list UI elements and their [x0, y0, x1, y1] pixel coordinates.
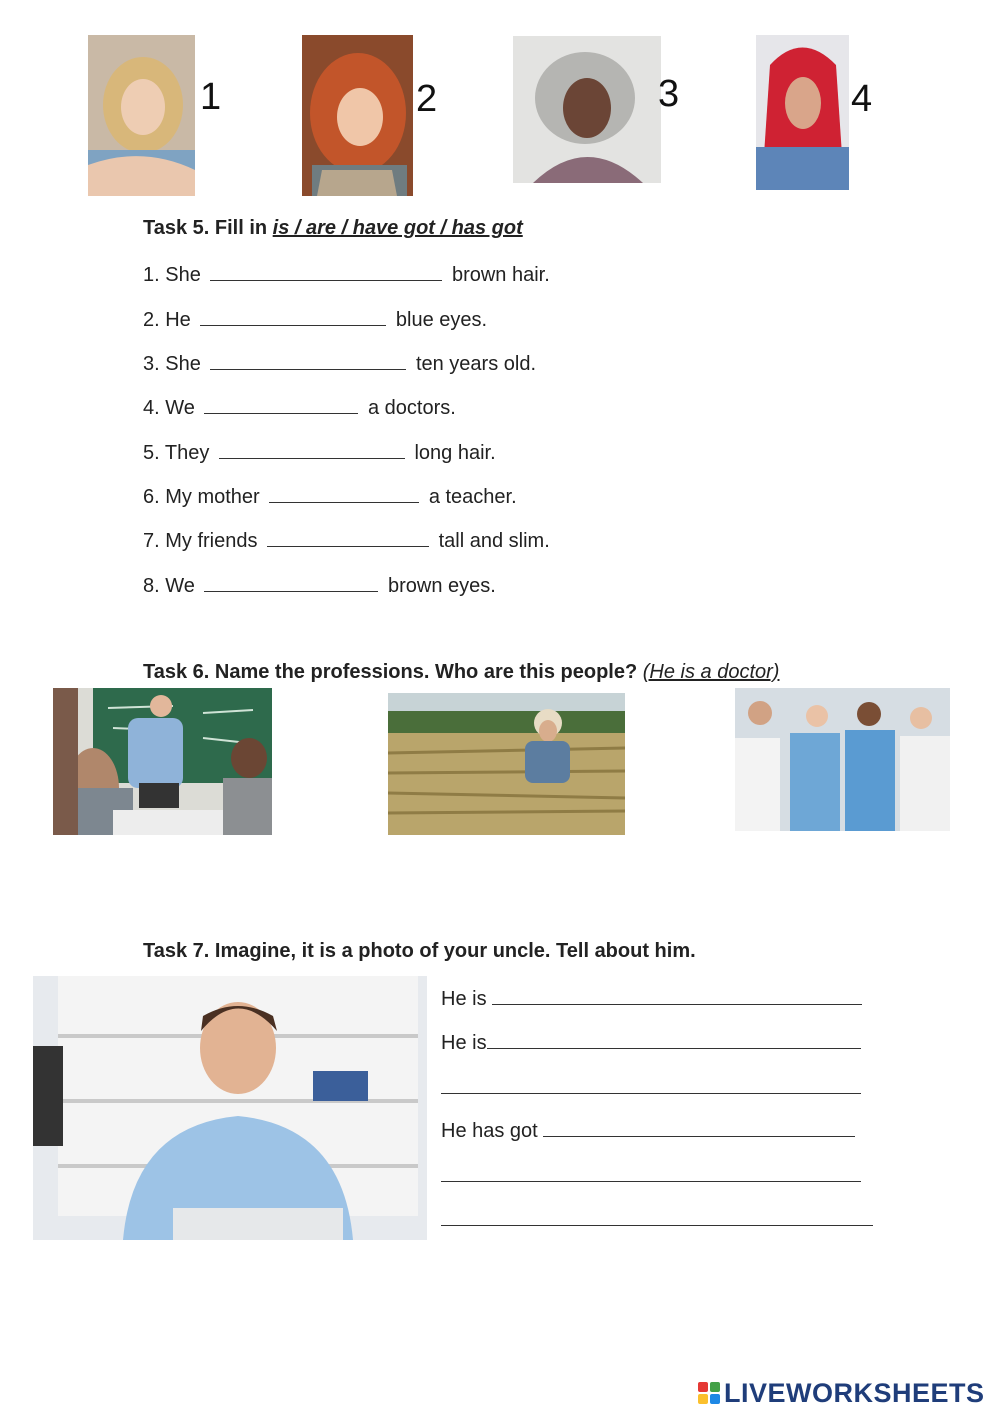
task5-item-text: brown eyes. [382, 575, 496, 597]
doctors-photo [735, 688, 950, 831]
task7-line-text: He is [441, 988, 493, 1010]
logo-square [710, 1382, 720, 1392]
answer-blank[interactable] [210, 351, 406, 370]
farmer-photo [388, 693, 625, 835]
task7-line-text: He has got [441, 1120, 544, 1142]
task5-item-text: 8. We [143, 575, 201, 597]
task7-line-text: He is [441, 1032, 487, 1054]
task5-item-text: 7. My friends [143, 530, 264, 552]
task6-title [143, 661, 779, 684]
task5-item-3 [143, 351, 536, 376]
task5-item-6 [143, 484, 517, 509]
logo-square [698, 1394, 708, 1404]
task5-item-5 [143, 440, 496, 465]
task7-line-6 [441, 1207, 873, 1232]
answer-blank[interactable] [204, 395, 358, 414]
answer-blank[interactable] [269, 484, 419, 503]
task5-item-text: 4. We [143, 397, 201, 419]
portrait-number-4: 4 [851, 78, 873, 120]
task5-item-text: 1. She [143, 264, 207, 286]
task5-item-text: 2. He [143, 309, 197, 331]
task6-title-text: Task 6. Name the professions. Who are this people? [143, 661, 643, 683]
answer-blank[interactable] [543, 1118, 855, 1137]
task5-item-text: a teacher. [423, 486, 517, 508]
task5-item-1 [143, 262, 550, 287]
portrait-number-3: 3 [658, 73, 680, 115]
answer-blank[interactable] [267, 528, 429, 547]
task5-item-text: 5. They [143, 442, 215, 464]
portrait-number-1: 1 [200, 76, 222, 118]
task5-title [143, 217, 523, 240]
task7-line-4 [441, 1118, 855, 1143]
task5-item-4 [143, 395, 456, 420]
answer-blank[interactable] [200, 307, 386, 326]
portrait-number-2: 2 [416, 78, 438, 120]
portrait-photo-2 [302, 35, 413, 196]
logo-square [698, 1382, 708, 1392]
task5-item-text: ten years old. [410, 353, 537, 375]
task5-title-options: is / are / have got / has got [272, 217, 523, 239]
task5-item-2 [143, 307, 487, 332]
task5-item-text: 6. My mother [143, 486, 266, 508]
answer-blank[interactable] [441, 1207, 873, 1226]
uncle-photo [33, 976, 427, 1240]
teacher-photo [53, 688, 272, 835]
logo-mark-icon [698, 1382, 720, 1404]
task6-example: (He is a doctor) [642, 661, 780, 683]
task7-line-3 [441, 1075, 861, 1100]
task5-item-text: a doctors. [362, 397, 456, 419]
task7-line-1 [441, 986, 862, 1011]
task5-item-8 [143, 573, 496, 598]
task7-line-2 [441, 1030, 861, 1055]
answer-blank[interactable] [441, 1075, 861, 1094]
liveworksheets-logo [698, 1378, 985, 1408]
portrait-photo-3 [513, 36, 661, 183]
answer-blank[interactable] [210, 262, 442, 281]
portrait-photo-4 [756, 35, 849, 190]
task7-line-5 [441, 1163, 861, 1188]
logo-text: LIVEWORKSHEETS [724, 1377, 985, 1408]
task5-item-text: 3. She [143, 353, 207, 375]
task5-title-text: Task 5. Fill in [143, 217, 273, 239]
task7-title: Task 7. Imagine, it is a photo of your uncle. Tell about him. [143, 940, 696, 962]
task5-item-7 [143, 528, 550, 553]
portrait-photo-1 [88, 35, 195, 196]
task5-item-text: blue eyes. [390, 309, 488, 331]
task5-item-text: brown hair. [446, 264, 550, 286]
answer-blank[interactable] [492, 986, 862, 1005]
answer-blank[interactable] [487, 1030, 861, 1049]
answer-blank[interactable] [204, 573, 378, 592]
task5-item-text: long hair. [408, 442, 496, 464]
task5-item-text: tall and slim. [433, 530, 550, 552]
answer-blank[interactable] [441, 1163, 861, 1182]
answer-blank[interactable] [219, 440, 405, 459]
logo-square [710, 1394, 720, 1404]
